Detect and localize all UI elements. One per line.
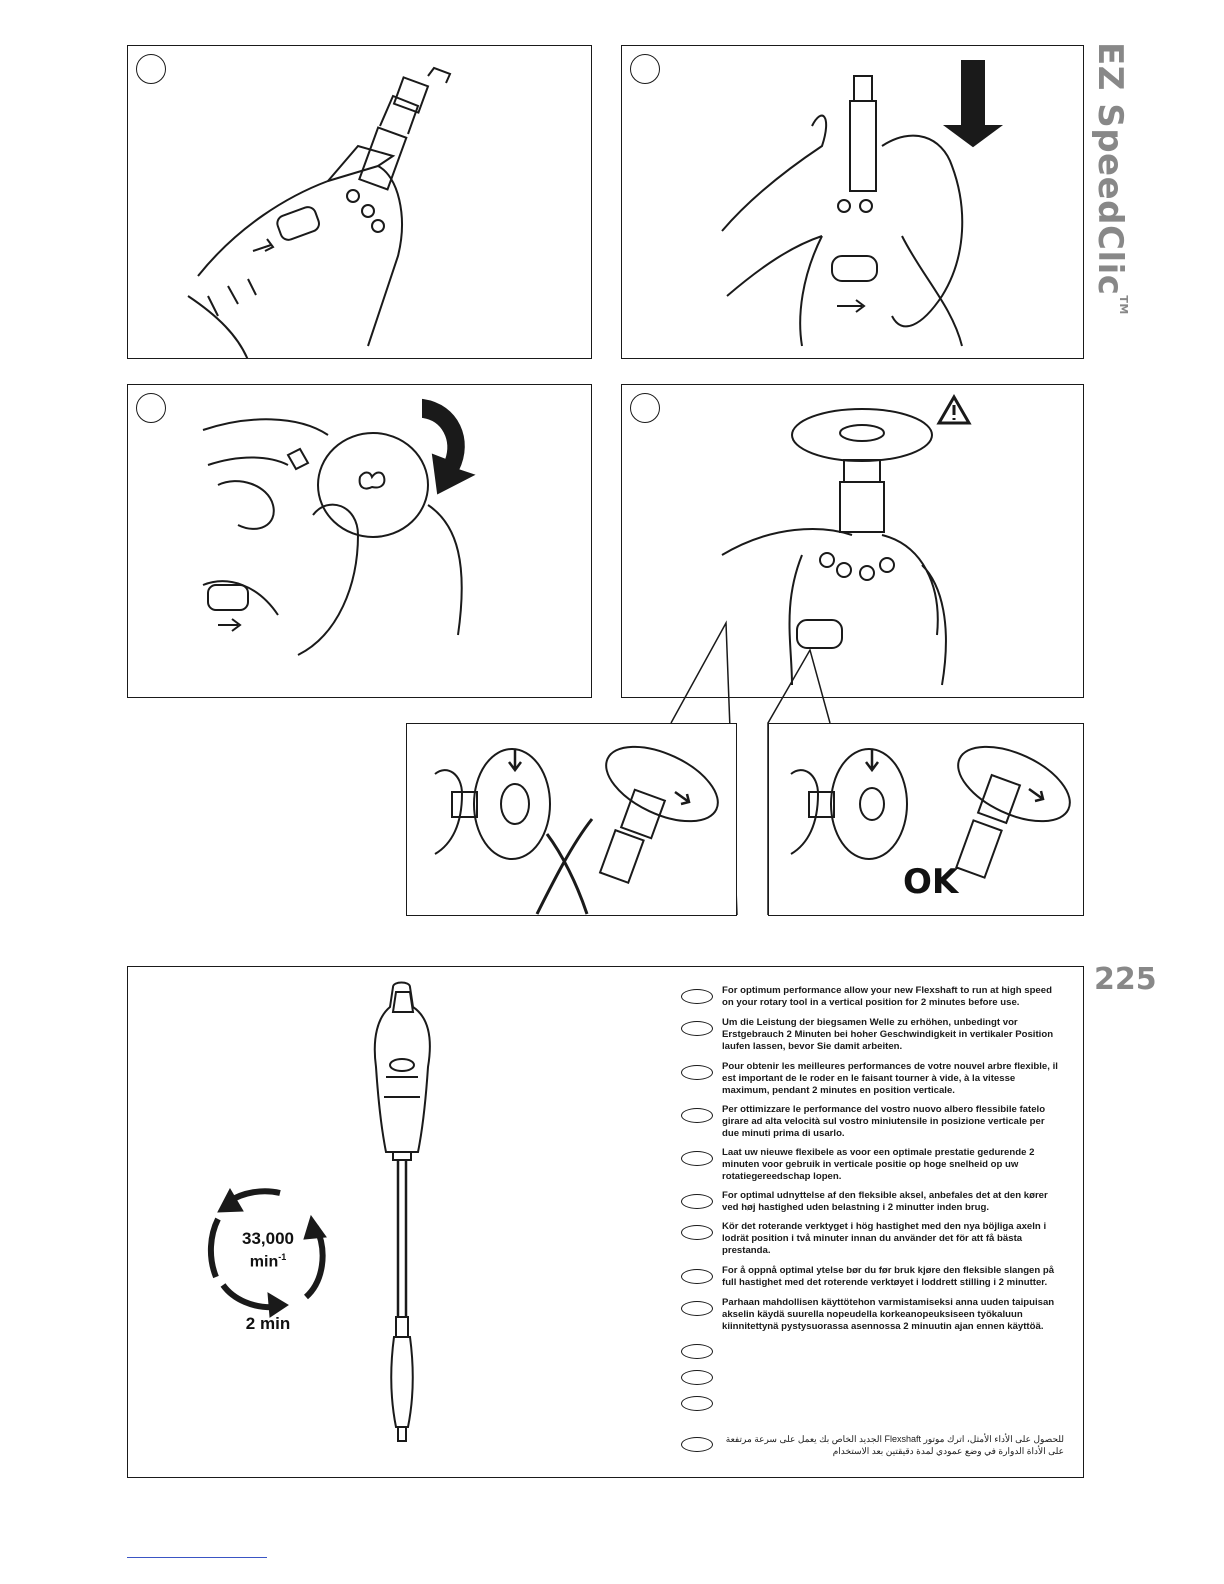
language-marker bbox=[681, 1370, 713, 1385]
instruction-text: Pour obtenir les meilleures performances de votre nouvel arbre flexible, il est important de le roder en le faisant tourner à vide, à la vitesse maximum, pendant 2 minutes en position verticale. bbox=[722, 1061, 1058, 1097]
flexshaft-illustration bbox=[128, 967, 528, 1478]
language-marker bbox=[681, 1194, 713, 1209]
product-title-text: EZ SpeedClic bbox=[1090, 42, 1130, 296]
language-marker bbox=[681, 1108, 713, 1123]
footer-rule bbox=[127, 1557, 267, 1558]
wrong-mounting-illustration bbox=[407, 724, 737, 916]
trademark-mark: TM bbox=[1117, 295, 1130, 315]
instruction-text: For å oppnå optimal ytelse bør du før bruk kjøre den fleksible slangen på full hastighet med det roterende verktøyet i loddrett stilling i 2 minutter. bbox=[722, 1265, 1055, 1289]
language-marker bbox=[681, 1225, 713, 1240]
speed-unit-exponent: -1 bbox=[278, 1252, 287, 1262]
instruction-text: Parhaan mahdollisen käyttötehon varmistamiseksi anna uuden taipuisan akselin käydä suurella nopeudella korkeanopeuksiseen työkaluun kiinnitettynä pystysuorassa asennossa 2 minuutin ajan ennen käyttöä. bbox=[722, 1297, 1055, 1333]
language-marker bbox=[681, 1344, 713, 1359]
language-marker bbox=[681, 1269, 713, 1284]
wrong-mounting-callout bbox=[406, 723, 737, 916]
language-marker bbox=[681, 1301, 713, 1316]
run-duration: 2 min bbox=[245, 1314, 291, 1333]
instruction-text: Kör det roterande verktyget i hög hastighet med den nya böjliga axeln i lodrät position i två minuter innan du använder det för att få bästa prestanda. bbox=[722, 1221, 1047, 1257]
language-marker bbox=[681, 1065, 713, 1080]
correct-mounting-callout bbox=[768, 723, 1084, 916]
language-marker bbox=[681, 1151, 713, 1166]
language-marker bbox=[681, 1437, 713, 1452]
language-marker bbox=[681, 1021, 713, 1036]
instruction-text-arabic: للحصول على الأداء الأمثل، اترك موتور Flexshaft الجديد الخاص بك يعمل على سرعة مرتفعة على الأداة الدوارة في وضع عمودي لمدة دقيقتين بعد الاستخدام bbox=[725, 1434, 1064, 1457]
language-marker bbox=[681, 1396, 713, 1411]
instruction-text: For optimum performance allow your new Flexshaft to run at high speed on your rotary tool in a vertical position for 2 minutes before use. bbox=[722, 985, 1052, 1009]
language-marker bbox=[681, 989, 713, 1004]
page-number: 225 bbox=[1094, 962, 1157, 997]
flexshaft-run-in-panel bbox=[127, 966, 1084, 1478]
ok-label: OK bbox=[903, 862, 959, 902]
instruction-text: Um die Leistung der biegsamen Welle zu erhöhen, unbedingt vor Erstgebrauch 2 Minuten bei hoher Geschwindigkeit in vertikaler Position laufen lassen, bevor Sie damit arbeiten. bbox=[722, 1017, 1054, 1053]
instruction-text: Laat uw nieuwe flexibele as voor een optimale prestatie gedurende 2 minuten voor gebruik in verticale positie op hoge snelheid op uw rotatiegereedschap lopen. bbox=[722, 1147, 1035, 1183]
instruction-text: Per ottimizzare le performance del vostro nuovo albero flessibile fatelo girare ad alta velocità sul vostro miniutensile in posizione verticale per due minuti prima di usarlo. bbox=[722, 1104, 1046, 1140]
instruction-text: For optimal udnyttelse af den fleksible aksel, anbefales det at den kører ved høj hastighed uden belastning i 2 minutter inden brug. bbox=[722, 1190, 1048, 1214]
speed-value: 33,000 bbox=[242, 1229, 294, 1248]
speed-unit-text: min bbox=[249, 1253, 279, 1271]
